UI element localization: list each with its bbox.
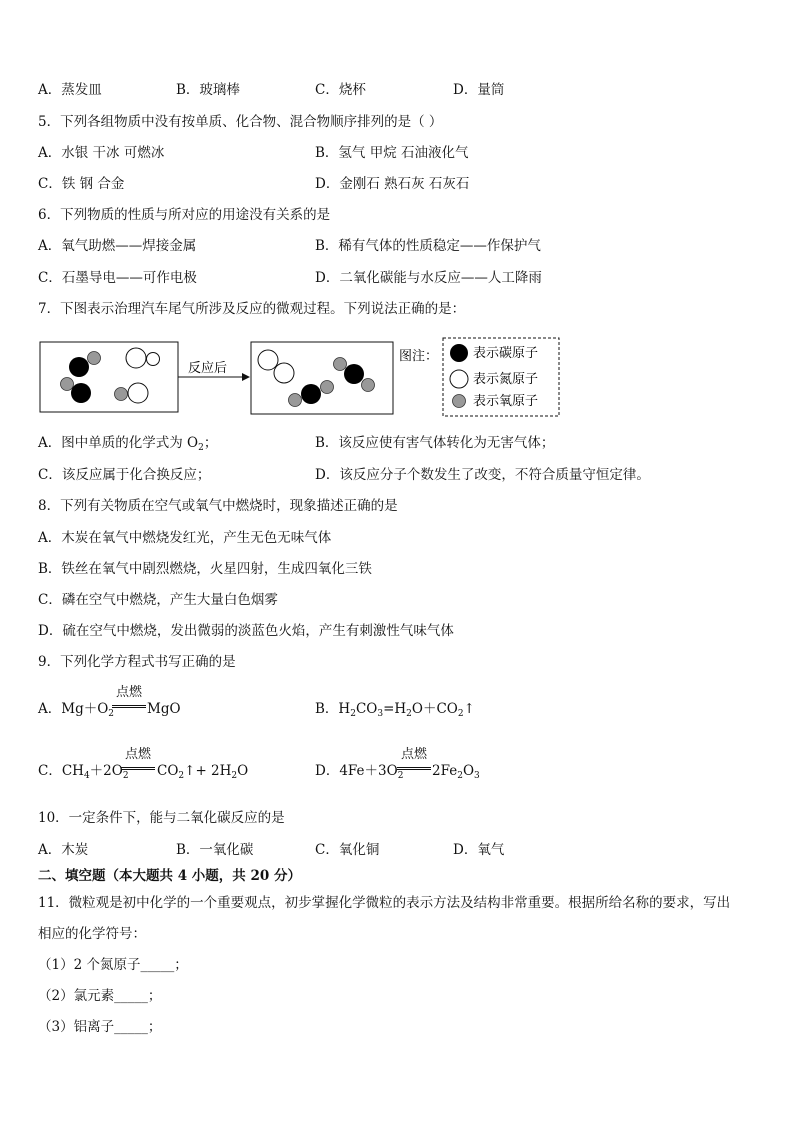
nitrogen-atom xyxy=(147,353,160,366)
legend-carbon-icon xyxy=(450,344,468,362)
carbon-atom xyxy=(344,364,364,384)
arrow-label: 反应后 xyxy=(188,361,228,376)
q4-option-d: D．量筒 xyxy=(453,82,505,98)
q4-option-b: B．玻璃棒 xyxy=(176,82,240,98)
q7-option-a-end: ； xyxy=(203,435,218,451)
q9-option-d-product: $2Fe_2O_3$ xyxy=(432,763,480,781)
q5-option-c: C．铁 钢 合金 xyxy=(38,176,125,192)
legend-nitrogen-label: 表示氮原子 xyxy=(473,372,539,387)
oxygen-atom xyxy=(334,358,347,371)
q9-option-c-product: $CO_2↑+ 2H_2O$ xyxy=(157,763,249,781)
oxygen-atom xyxy=(362,379,375,392)
oxygen-atom xyxy=(115,388,128,401)
q10-option-c: C．氧化铜 xyxy=(315,842,380,858)
q10-option-d: D．氧气 xyxy=(453,842,505,858)
condition-label: 点燃 xyxy=(124,747,151,762)
q7-option-a-sub: 2 xyxy=(198,443,204,453)
q7-option-a xyxy=(38,437,217,451)
q9-stem: 9．下列化学方程式书写正确的是 xyxy=(38,654,236,670)
q9-option-a: A．$Mg+O_2$ xyxy=(38,701,115,719)
q11-stem-line2: 相应的化学符号： xyxy=(38,926,146,942)
carbon-atom xyxy=(69,357,89,377)
q6-option-c: C．石墨导电——可作电极 xyxy=(38,270,197,286)
arrow-head xyxy=(242,373,250,381)
q6-option-d: D．二氧化碳能与水反应——人工降雨 xyxy=(315,270,542,286)
q7-option-b: B．该反应使有害气体转化为无害气体； xyxy=(315,435,555,451)
q8-option-a: A．木炭在氧气中燃烧发红光，产生无色无味气体 xyxy=(38,530,332,546)
q7-option-d: D．该反应分子个数发生了改变，不符合质量守恒定律。 xyxy=(315,467,650,483)
q11-item-1: （1）2 个氮原子_____； xyxy=(38,957,188,973)
q6-option-a: A．氧气助燃——焊接金属 xyxy=(38,238,197,254)
q11-item-2: （2）氯元素_____； xyxy=(38,988,162,1004)
nitrogen-atom xyxy=(126,348,146,368)
legend-carbon-label: 表示碳原子 xyxy=(473,346,539,361)
legend-title: 图注： xyxy=(399,349,439,364)
q9-option-d: D．$4Fe+3O_2$ xyxy=(315,763,404,781)
q11-item-3: （3）铝离子_____； xyxy=(38,1019,162,1035)
q4-option-a: A．蒸发皿 xyxy=(38,82,102,98)
legend-nitrogen-icon xyxy=(450,370,468,388)
nitrogen-atom xyxy=(274,363,294,383)
q9-option-c: C．$CH_4+2O_2$ xyxy=(38,763,129,781)
oxygen-atom xyxy=(289,394,302,407)
q9-option-b: B．$H_2CO_3=H_2O+CO_2↑$ xyxy=(315,701,475,719)
q4-option-c: C．烧杯 xyxy=(315,82,366,98)
q8-option-b: B．铁丝在氧气中剧烈燃烧，火星四射，生成四氧化三铁 xyxy=(38,561,372,577)
q7-stem: 7．下图表示治理汽车尾气所涉及反应的微观过程。下列说法正确的是： xyxy=(38,301,466,317)
q7-option-c: C．该反应属于化合换反应； xyxy=(38,467,211,483)
q9-d-condition xyxy=(397,748,431,772)
section-title: 二、填空题（本大题共 4 小题，共 20 分） xyxy=(38,868,301,884)
q5-stem: 5．下列各组物质中没有按单质、化合物、混合物顺序排列的是（ ） xyxy=(38,114,443,130)
q8-stem: 8．下列有关物质在空气或氧气中燃烧时，现象描述正确的是 xyxy=(38,498,398,514)
q10-option-a: A．木炭 xyxy=(38,842,89,858)
reaction-diagram xyxy=(0,330,600,420)
reactants-box xyxy=(40,342,178,412)
condition-label: 点燃 xyxy=(115,685,142,700)
q5-option-b: B．氢气 甲烷 石油液化气 xyxy=(315,145,469,161)
oxygen-atom xyxy=(61,378,74,391)
q7-option-a-text: A．图中单质的化学式为 O xyxy=(38,435,199,451)
condition-label: 点燃 xyxy=(400,747,427,762)
q8-option-c: C．磷在空气中燃烧，产生大量白色烟雾 xyxy=(38,592,278,608)
q6-stem: 6．下列物质的性质与所对应的用途没有关系的是 xyxy=(38,207,331,223)
legend-oxygen-icon xyxy=(453,395,466,408)
q11-stem-line1: 11．微粒观是初中化学的一个重要观点，初步掌握化学微粒的表示方法及结构非常重要。根据所给名称的要求，写出 xyxy=(38,895,731,911)
q5-option-d: D．金刚石 熟石灰 石灰石 xyxy=(315,176,470,192)
nitrogen-atom xyxy=(128,383,148,403)
nitrogen-atom xyxy=(258,350,278,370)
carbon-atom xyxy=(301,384,321,404)
oxygen-atom xyxy=(321,381,334,394)
q10-option-b: B．一氧化碳 xyxy=(176,842,254,858)
q6-option-b: B．稀有气体的性质稳定——作保护气 xyxy=(315,238,541,254)
q9-c-condition xyxy=(121,748,155,772)
q9-a-condition xyxy=(112,686,146,710)
q9-option-a-product: MgO xyxy=(147,701,181,717)
q8-option-d: D．硫在空气中燃烧，发出微弱的淡蓝色火焰，产生有刺激性气味气体 xyxy=(38,623,454,639)
q10-stem: 10．一定条件下，能与二氧化碳反应的是 xyxy=(38,810,285,826)
oxygen-atom xyxy=(88,352,101,365)
legend-oxygen-label: 表示氧原子 xyxy=(473,394,539,409)
q5-option-a: A．水银 干冰 可燃冰 xyxy=(38,145,165,161)
carbon-atom xyxy=(71,383,91,403)
